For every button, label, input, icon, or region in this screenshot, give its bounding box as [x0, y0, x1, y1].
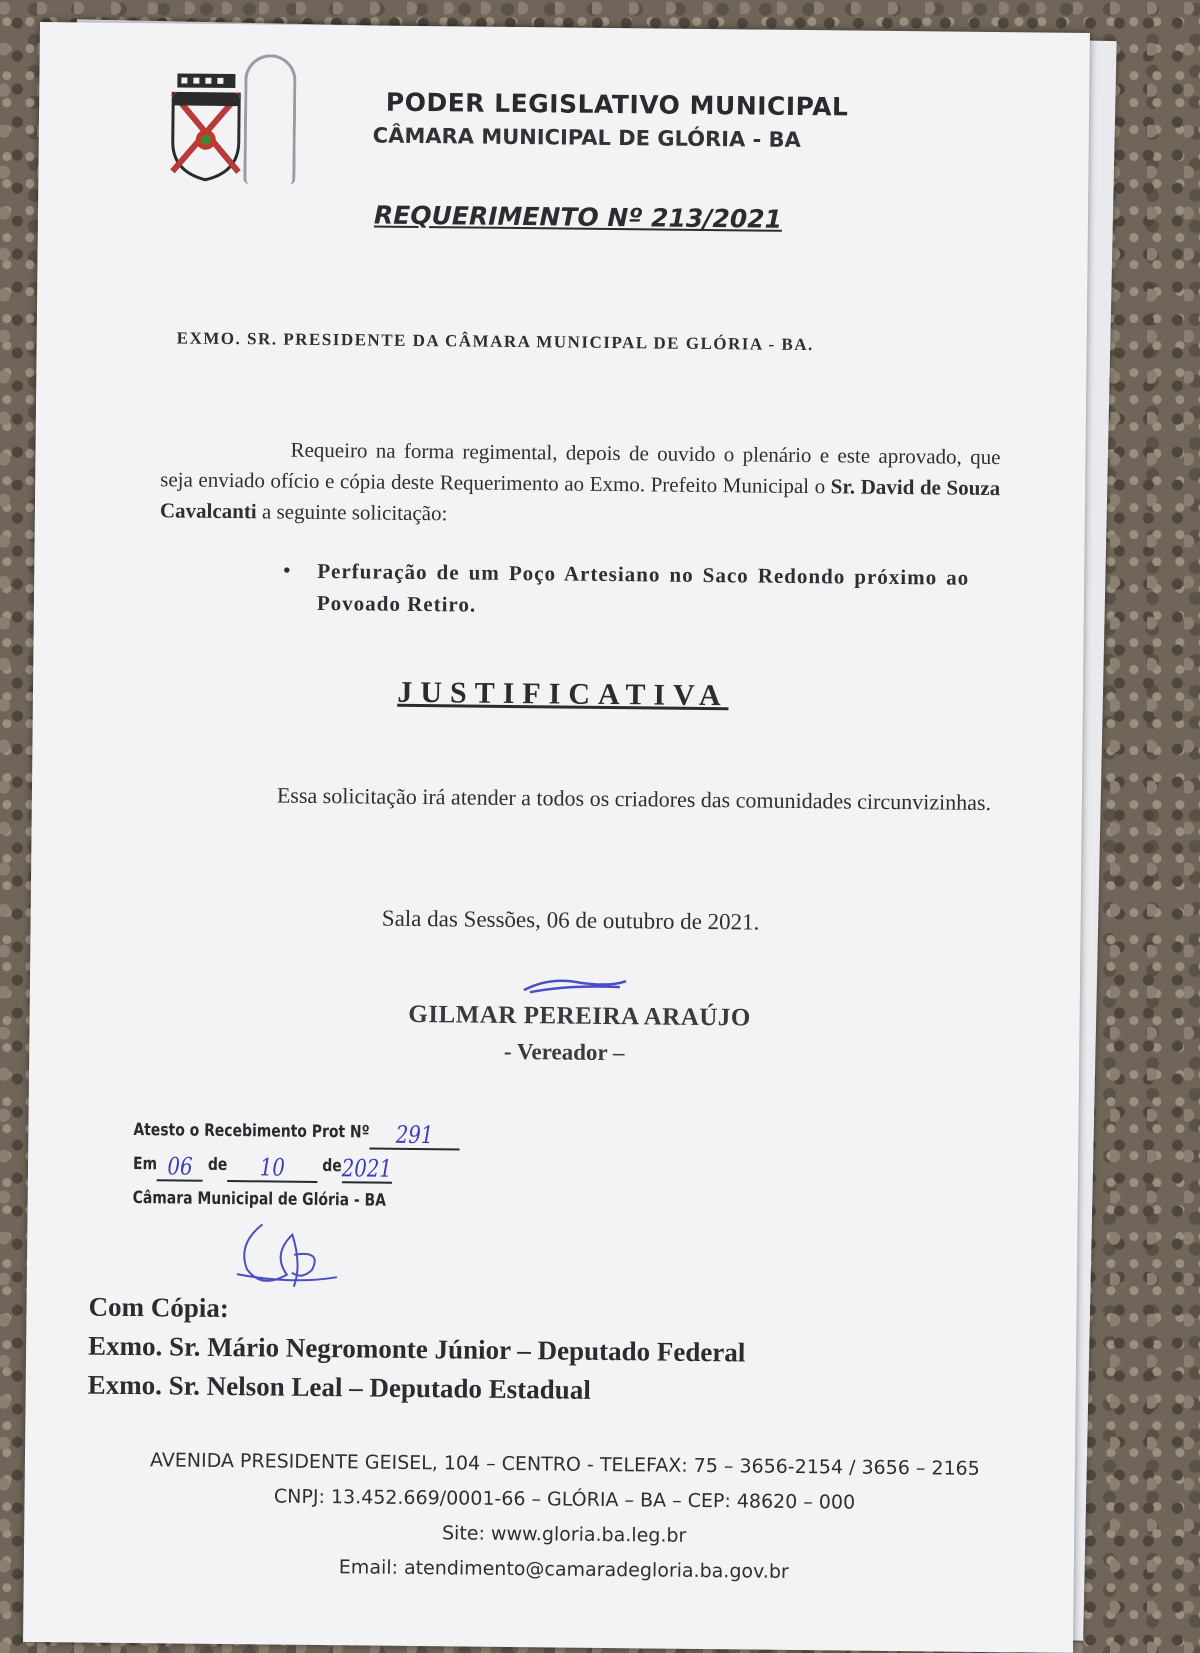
request-text-end: a seguinte solicitação:: [256, 499, 448, 526]
stamp-date-line: [133, 1147, 478, 1185]
justification-text: Essa solicitação irá atender a todos os criadores das comunidades circunvizinhas.: [276, 782, 992, 816]
header-subtitle: CÂMARA MUNICIPAL DE GLÓRIA - BA: [372, 123, 802, 152]
protocol-number: 291: [369, 1122, 459, 1151]
paper-clip: [243, 54, 296, 185]
copy-recipient: Exmo. Sr. Nelson Leal – Deputado Estadual: [87, 1369, 591, 1405]
footer-site: Site: www.gloria.ba.leg.br: [441, 1522, 687, 1547]
stamp-protocol-line: [133, 1113, 478, 1151]
copies-title: Com Cópia:: [88, 1291, 229, 1324]
footer-cnpj: CNPJ: 13.452.669/0001-66 – GLÓRIA – BA – CEP: 48620 – 000: [273, 1485, 856, 1514]
signer-role: - Vereador –: [503, 1038, 625, 1066]
receipt-stamp: [133, 1113, 478, 1219]
list-item-text: Perfuração de um Poço Artesiano no Saco Redondo próximo ao Povoado Retiro.: [316, 558, 970, 617]
document-title: REQUERIMENTO Nº 213/2021: [373, 200, 783, 234]
addressee: EXMO. SR. PRESIDENTE DA CÂMARA MUNICIPAL DE GLÓRIA - BA.: [176, 328, 814, 355]
footer-address: AVENIDA PRESIDENTE GEISEL, 104 – CENTRO - TELEFAX: 75 – 3656-2154 / 3656 – 2165: [149, 1449, 980, 1480]
request-text-start: Requeiro na forma regimental, depois de ouvido o plenário e este aprovado, que seja enviado ofício e cópia deste Requerimento ao Exmo. Prefeito Municipal o: [160, 437, 1001, 499]
mayor-name: Sr. David de Souza Cavalcanti: [159, 474, 1001, 524]
document-page: [23, 22, 1090, 1653]
handwritten-rubric: [232, 1214, 343, 1295]
municipal-crest-icon: [166, 71, 245, 182]
header-title: PODER LEGISLATIVO MUNICIPAL: [385, 87, 849, 122]
footer: [84, 1443, 1045, 1593]
stamp-day: 06: [157, 1153, 203, 1181]
stamp-protocol-label: Atesto o Recebimento Prot Nº: [133, 1120, 370, 1143]
stamp-de-label-1: de: [207, 1154, 228, 1176]
stamp-year: 2021: [341, 1154, 392, 1183]
request-list: [279, 555, 970, 626]
justification-title: JUSTIFICATIVA: [397, 675, 729, 713]
signature-scribble: [520, 972, 630, 1003]
footer-email: Email: atendimento@camaradegloria.ba.gov.br: [338, 1556, 789, 1583]
bullet-icon: •: [283, 559, 292, 582]
stamp-em-label: Em: [132, 1154, 158, 1175]
stamp-de-label-2: de: [322, 1156, 342, 1177]
list-item: [279, 555, 970, 626]
signer-name: GILMAR PEREIRA ARAÚJO: [408, 1000, 751, 1032]
stamp-month: 10: [227, 1154, 317, 1183]
stamp-chamber-line: Câmara Municipal de Glória - BA: [132, 1188, 387, 1211]
copies-section: [88, 1288, 889, 1413]
session-date: Sala das Sessões, 06 de outubro de 2021.: [381, 905, 760, 935]
copy-recipient: Exmo. Sr. Mário Negromonte Júnior – Deputado Federal: [87, 1330, 746, 1368]
request-paragraph: [160, 433, 1001, 535]
